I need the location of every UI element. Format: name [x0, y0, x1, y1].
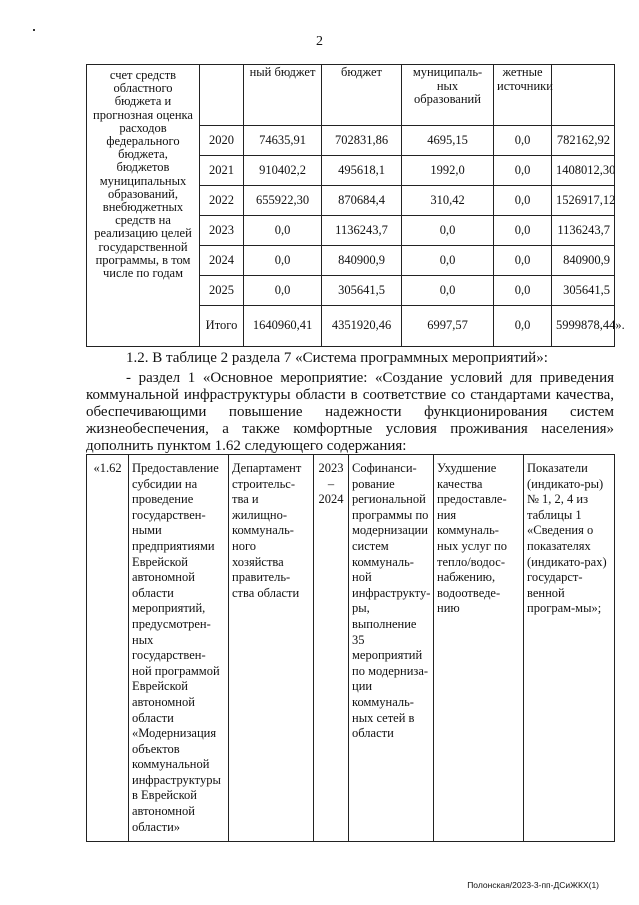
value-cell: 0,0 [494, 216, 552, 246]
header-cell: муниципаль-ных образований [402, 65, 494, 126]
measure-consequence: Ухудшение качества предоставле-ния коммуналь-ных услуг по тепло/водос-набжению, водоотведе-нию [434, 455, 524, 842]
year-cell: 2024 [200, 246, 244, 276]
total-cell: 1408012,30 [552, 156, 615, 186]
total-cell: 840900,9 [552, 246, 615, 276]
paragraph-1-2: 1.2. В таблице 2 раздела 7 «Система программных мероприятий»: [126, 350, 548, 366]
year-cell: 2021 [200, 156, 244, 186]
value-cell: 305641,5 [322, 276, 402, 306]
value-cell: 1136243,7 [322, 216, 402, 246]
value-cell: 0,0 [494, 306, 552, 347]
table-row [87, 455, 615, 842]
value-cell: 0,0 [494, 156, 552, 186]
measure-table [86, 454, 615, 842]
header-cell [552, 65, 615, 126]
value-cell: 0,0 [494, 126, 552, 156]
value-cell: 0,0 [494, 186, 552, 216]
year-cell: 2022 [200, 186, 244, 216]
total-cell: 305641,5 [552, 276, 615, 306]
measure-indicators: Показатели (индикато-ры) № 1, 2, 4 из таблицы 1 «Сведения о показателях (индикато-рах) государст-венной програм-мы»; [524, 455, 615, 842]
total-cell: 5999878,44». [552, 306, 615, 347]
item-number: «1.62 [87, 455, 129, 842]
header-cell: ный бюджет [244, 65, 322, 126]
total-cell: 1526917,12 [552, 186, 615, 216]
value-cell: 0,0 [402, 276, 494, 306]
value-cell: 1640960,41 [244, 306, 322, 347]
total-cell: 782162,92 [552, 126, 615, 156]
value-cell: 310,42 [402, 186, 494, 216]
measure-period: 2023 – 2024 [314, 455, 349, 842]
value-cell: 0,0 [244, 246, 322, 276]
document-footer: Полонская/2023-3-пп-ДСиЖКХ(1) [467, 880, 599, 890]
year-cell: Итого [200, 306, 244, 347]
value-cell: 4695,15 [402, 126, 494, 156]
scan-speck [33, 29, 35, 31]
funding-table [86, 64, 625, 347]
header-cell [200, 65, 244, 126]
year-cell: 2023 [200, 216, 244, 246]
page-number: 2 [316, 34, 323, 49]
measure-name: Предоставление субсидии на проведение государствен-ными предприятиями Еврейской автономной области мероприятий, предусмотрен-ных государствен-ной программой Еврейской автономной области «Модернизация объектов коммунальной инфраструктуры в Еврейской автономной области» [129, 455, 229, 842]
year-cell: 2025 [200, 276, 244, 306]
value-cell: 4351920,46 [322, 306, 402, 347]
value-cell: 0,0 [402, 246, 494, 276]
value-cell: 0,0 [494, 246, 552, 276]
table-header-row [87, 65, 615, 126]
value-cell: 910402,2 [244, 156, 322, 186]
header-cell: жетные источники [494, 65, 552, 126]
value-cell: 702831,86 [322, 126, 402, 156]
value-cell: 0,0 [244, 216, 322, 246]
measure-executor: Департамент строительс-тва и жилищно-коммуналь-ного хозяйства правитель-ства области [229, 455, 314, 842]
year-cell: 2020 [200, 126, 244, 156]
paragraph-section-1: - раздел 1 «Основное мероприятие: «Создание условий для приведения коммунальной инфраструктуры области в соответствие со стандартами качества, обеспечивающими повышение надежности функционирования систем жизнеобеспечения, а также комфортные условия проживания населения» дополнить пунктом 1.62 следующего содержания: [86, 370, 614, 454]
value-cell: 0,0 [494, 276, 552, 306]
value-cell: 74635,91 [244, 126, 322, 156]
value-cell: 870684,4 [322, 186, 402, 216]
header-cell: бюджет [322, 65, 402, 126]
value-cell: 0,0 [402, 216, 494, 246]
funding-description: счет средств областного бюджета и прогнозная оценка расходов федерального бюджета, бюджетов муниципальных образований, внебюджетных средств на реализацию целей государственной программы, в том числе по годам [87, 65, 200, 347]
value-cell: 0,0 [244, 276, 322, 306]
value-cell: 6997,57 [402, 306, 494, 347]
value-cell: 495618,1 [322, 156, 402, 186]
value-cell: 655922,30 [244, 186, 322, 216]
measure-result: Софинанси-рование региональной программы по модернизации систем коммуналь-ной инфраструкту-ры, выполнение 35 мероприятий по модерниза-ции коммуналь-ных сетей в области [349, 455, 434, 842]
value-cell: 1992,0 [402, 156, 494, 186]
total-cell: 1136243,7 [552, 216, 615, 246]
value-cell: 840900,9 [322, 246, 402, 276]
